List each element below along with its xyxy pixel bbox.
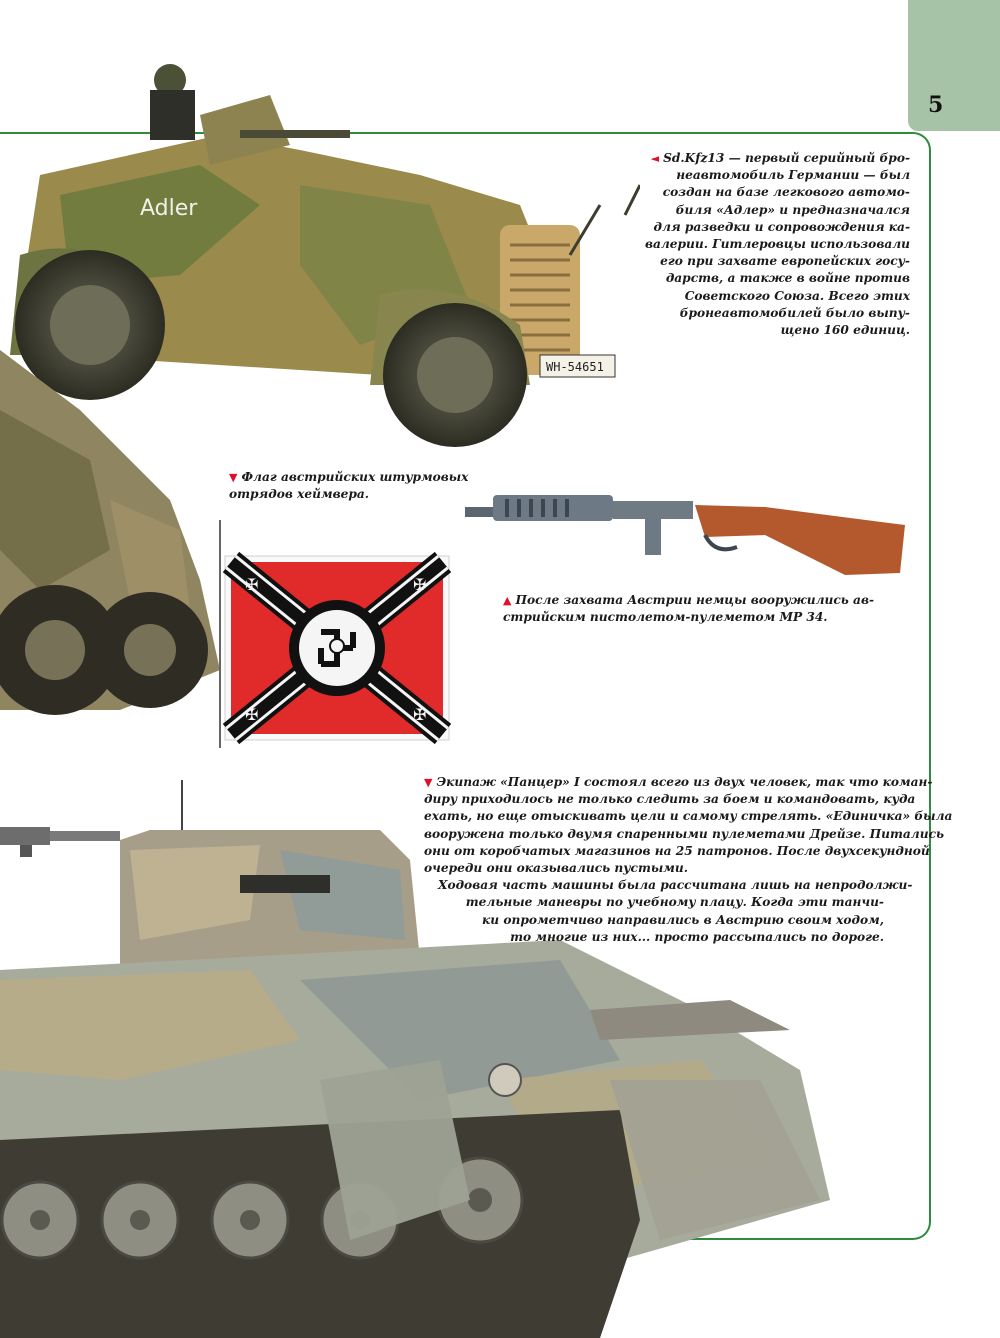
svg-text:✠: ✠ bbox=[413, 705, 427, 724]
heimwehr-flag-image bbox=[215, 520, 455, 750]
left-arrow-icon: ◄ bbox=[650, 152, 660, 165]
mp34-gun-image bbox=[465, 485, 910, 585]
svg-text:✠: ✠ bbox=[245, 575, 259, 594]
svg-text:✠: ✠ bbox=[245, 705, 259, 724]
caption-flag: ▼ Флаг австрийских штурмовых отрядов хеймвера. bbox=[229, 470, 469, 502]
license-plate: WH-54651 bbox=[546, 360, 604, 374]
six-wheel-vehicle-image bbox=[0, 350, 230, 750]
page-tab bbox=[908, 0, 1000, 131]
down-arrow-icon: ▼ bbox=[229, 471, 238, 484]
up-arrow-icon: ▲ bbox=[503, 594, 512, 607]
caption-panzer: ▼ Экипаж «Панцер» I состоял всего из двух человек, так что коман- диру приходилось не только следить за боем и командовать, куда ехать, но еще отыскивать цели и самому стрелять. «Единичка» была вооружена только двумя спаренными пулеметами Дрейзе. Питались они от коробчатых магазинов на 25 патронов. После двухсекундной очереди они оказывались пустыми. Ходовая часть машины была рассчитана лишь на непродолжи- тельные маневры по учебному плацу. Когда эти танчи- ки опрометчиво направились в Австрию своим ходом, то многие из них... просто рассыпались по дороге. bbox=[424, 775, 953, 944]
caption-mp34: ▲ После захвата Австрии немцы вооружились ав- стрийским пистолетом-пулеметом MP 34. bbox=[503, 593, 875, 625]
page-number: 5 bbox=[928, 92, 944, 118]
down-arrow-icon: ▼ bbox=[424, 776, 433, 789]
caption-adler: ◄ Sd.Kfz13 — первый серийный бро- неавтомобиль Германии — был создан на базе легкового автомо- биля «Адлер» и предназначался для разведки и сопровождения ка- валерии. Гитлеровцы использовали его при захвате европейских госу- дарств, а также в войне против Советского Союза. Всего этих бронеавтомобилей было выпу- щено 160 единиц. bbox=[644, 151, 910, 338]
svg-text:✠: ✠ bbox=[413, 575, 427, 594]
adler-label: Adler bbox=[140, 196, 198, 221]
